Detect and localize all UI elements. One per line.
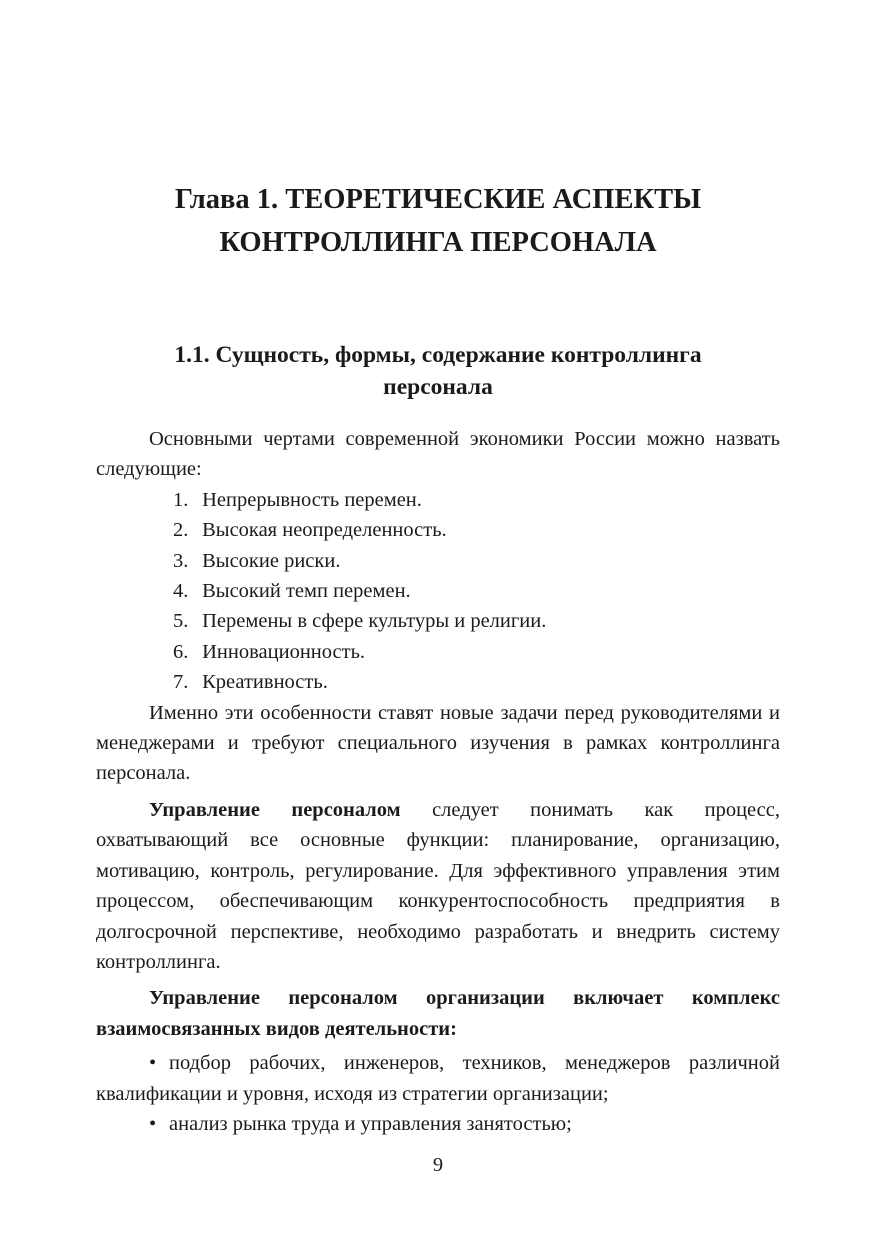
section-title-line-2: персонала	[383, 374, 493, 400]
features-list	[96, 485, 780, 698]
activities-heading: Управление персоналом организации включает комплекс взаимосвязанных видов деятельности:	[96, 987, 780, 1040]
section-title-line-1: 1.1. Сущность, формы, содержание контроллинга	[174, 342, 702, 368]
list-item-number: 5.	[173, 610, 189, 633]
management-term: Управление персоналом	[149, 798, 401, 821]
list-item	[96, 485, 780, 515]
list-item-text: Креативность.	[202, 671, 328, 694]
body-text	[96, 424, 780, 1139]
list-item	[96, 637, 780, 667]
list-item	[96, 576, 780, 606]
list-item-number: 4.	[173, 580, 189, 603]
section-title	[96, 339, 780, 403]
list-item-number: 2.	[173, 519, 189, 542]
list-item-number: 3.	[173, 549, 189, 572]
bullet-icon: •	[149, 1052, 157, 1075]
document-page	[96, 0, 780, 1240]
bullet-icon: •	[149, 1112, 157, 1135]
activity-text: анализ рынка труда и управления занятостью;	[169, 1112, 572, 1135]
intro-paragraph: Основными чертами современной экономики России можно назвать следующие:	[96, 428, 780, 481]
activity-text: подбор рабочих, инженеров, техников, менеджеров различной квалификации и уровня, исходя из стратегии организации;	[96, 1052, 780, 1105]
features-paragraph: Именно эти особенности ставят новые задачи перед руководителями и менеджерами и требуют специального изучения в рамках контроллинга персонала.	[96, 701, 780, 785]
list-item-text: Высокая неопределенность.	[202, 519, 447, 542]
chapter-title	[96, 178, 780, 264]
list-item-text: Высокий темп перемен.	[202, 580, 411, 603]
list-item	[96, 667, 780, 697]
activity-item	[96, 1109, 780, 1139]
list-item-text: Непрерывность перемен.	[202, 488, 422, 511]
list-item-text: Инновационность.	[202, 640, 366, 663]
list-item	[96, 515, 780, 545]
list-item-text: Перемены в сфере культуры и религии.	[202, 610, 547, 633]
list-item	[96, 546, 780, 576]
list-item-number: 6.	[173, 640, 189, 663]
chapter-title-line-2: КОНТРОЛЛИНГА ПЕРСОНАЛА	[219, 227, 657, 258]
chapter-title-line-1: Глава 1. ТЕОРЕТИЧЕСКИЕ АСПЕКТЫ	[174, 184, 702, 215]
list-item-text: Высокие риски.	[202, 549, 341, 572]
list-item	[96, 606, 780, 636]
list-item-number: 7.	[173, 671, 189, 694]
activity-item	[96, 1048, 780, 1109]
page-number: 9	[432, 1154, 444, 1176]
management-paragraph	[96, 795, 780, 977]
management-definition: следует понимать как процесс, охватывающий все основные функции: планирование, организацию, мотивацию, контроль, регулирование. Для эффективного управления этим процессом, обеспечивающим конкурентоспособность предприятия в долгосрочной перспективе, необходимо разработать и внедрить систему контроллинга.	[96, 798, 780, 973]
list-item-number: 1.	[173, 488, 189, 511]
